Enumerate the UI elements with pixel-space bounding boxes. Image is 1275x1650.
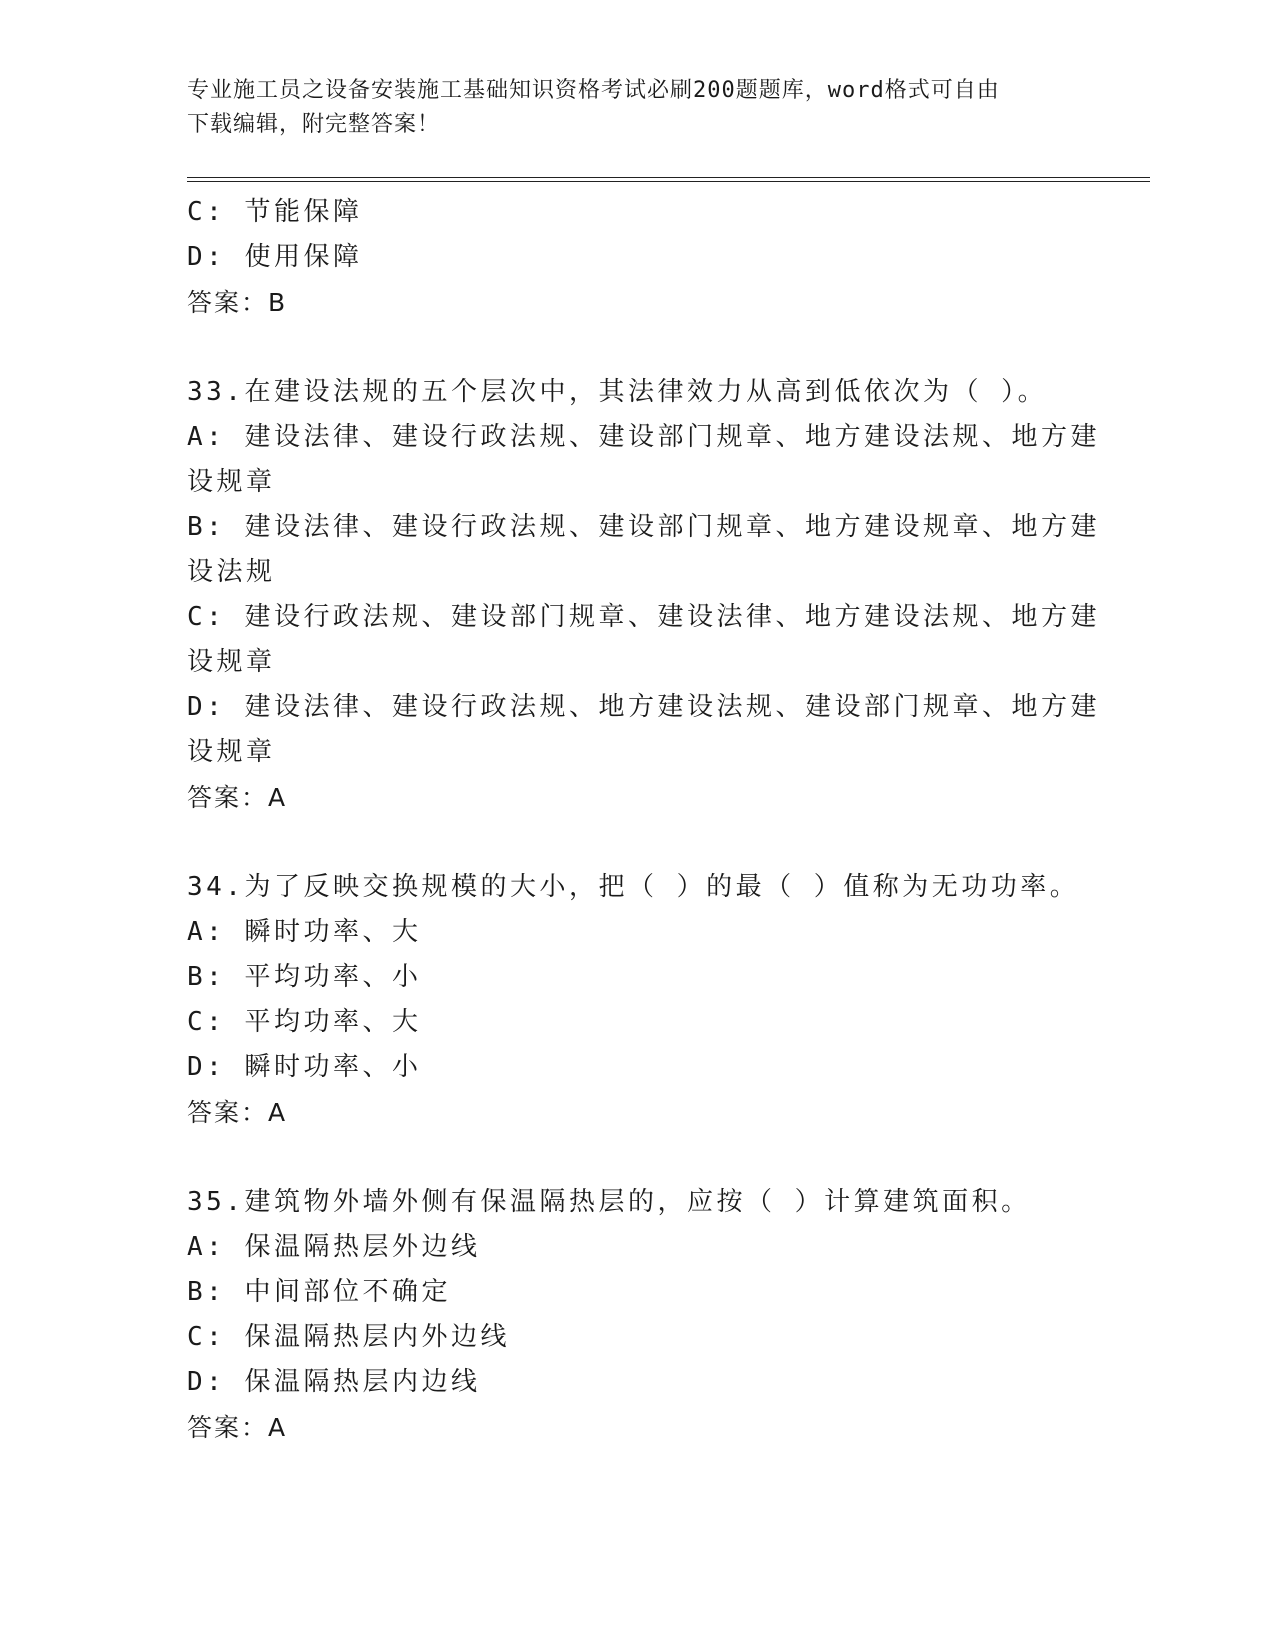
question-stem-35: 35.建筑物外墙外侧有保温隔热层的，应按（ ）计算建筑面积。 xyxy=(187,1187,1031,1217)
answer-line: 答案：A xyxy=(187,1098,288,1127)
answer-line: 答案：B xyxy=(187,288,288,317)
option-c: C: 保温隔热层内外边线 xyxy=(187,1322,510,1352)
question-list xyxy=(187,190,1100,1450)
option-c: C: 平均功率、大 xyxy=(187,1007,422,1037)
option-a: A: 保温隔热层外边线 xyxy=(187,1232,481,1262)
option-b: B: 建设法律、建设行政法规、建设部门规章、地方建设规章、地方建 xyxy=(187,512,1100,542)
option-a-continued: 设规章 xyxy=(187,467,276,497)
header-line-2: 下载编辑，附完整答案！ xyxy=(187,112,441,137)
option-d-continued: 设规章 xyxy=(187,737,276,767)
option-c: C: 节能保障 xyxy=(187,197,363,227)
answer-line: 答案：A xyxy=(187,783,288,812)
option-d: D: 建设法律、建设行政法规、地方建设法规、建设部门规章、地方建 xyxy=(187,692,1100,722)
answer-line: 答案：A xyxy=(187,1413,288,1442)
spacer xyxy=(187,820,1087,865)
header-divider xyxy=(187,177,1150,182)
option-d: D: 保温隔热层内边线 xyxy=(187,1367,481,1397)
option-a: A: 建设法律、建设行政法规、建设部门规章、地方建设法规、地方建 xyxy=(187,422,1100,452)
document-header xyxy=(187,74,1087,142)
option-b: B: 中间部位不确定 xyxy=(187,1277,451,1307)
option-a: A: 瞬时功率、大 xyxy=(187,917,422,947)
option-b: B: 平均功率、小 xyxy=(187,962,422,992)
spacer xyxy=(187,325,1087,370)
option-c: C: 建设行政法规、建设部门规章、建设法律、地方建设法规、地方建 xyxy=(187,602,1100,632)
option-c-continued: 设规章 xyxy=(187,647,276,677)
header-line-1: 专业施工员之设备安装施工基础知识资格考试必刷200题题库，word格式可自由 xyxy=(187,78,1000,103)
spacer xyxy=(187,1135,1087,1180)
option-d: D: 使用保障 xyxy=(187,242,363,272)
option-b-continued: 设法规 xyxy=(187,557,276,587)
question-stem-33: 33.在建设法规的五个层次中，其法律效力从高到低依次为（ ）。 xyxy=(187,377,1048,407)
option-d: D: 瞬时功率、小 xyxy=(187,1052,422,1082)
question-stem-34: 34.为了反映交换规模的大小，把（ ）的最（ ）值称为无功功率。 xyxy=(187,872,1080,902)
